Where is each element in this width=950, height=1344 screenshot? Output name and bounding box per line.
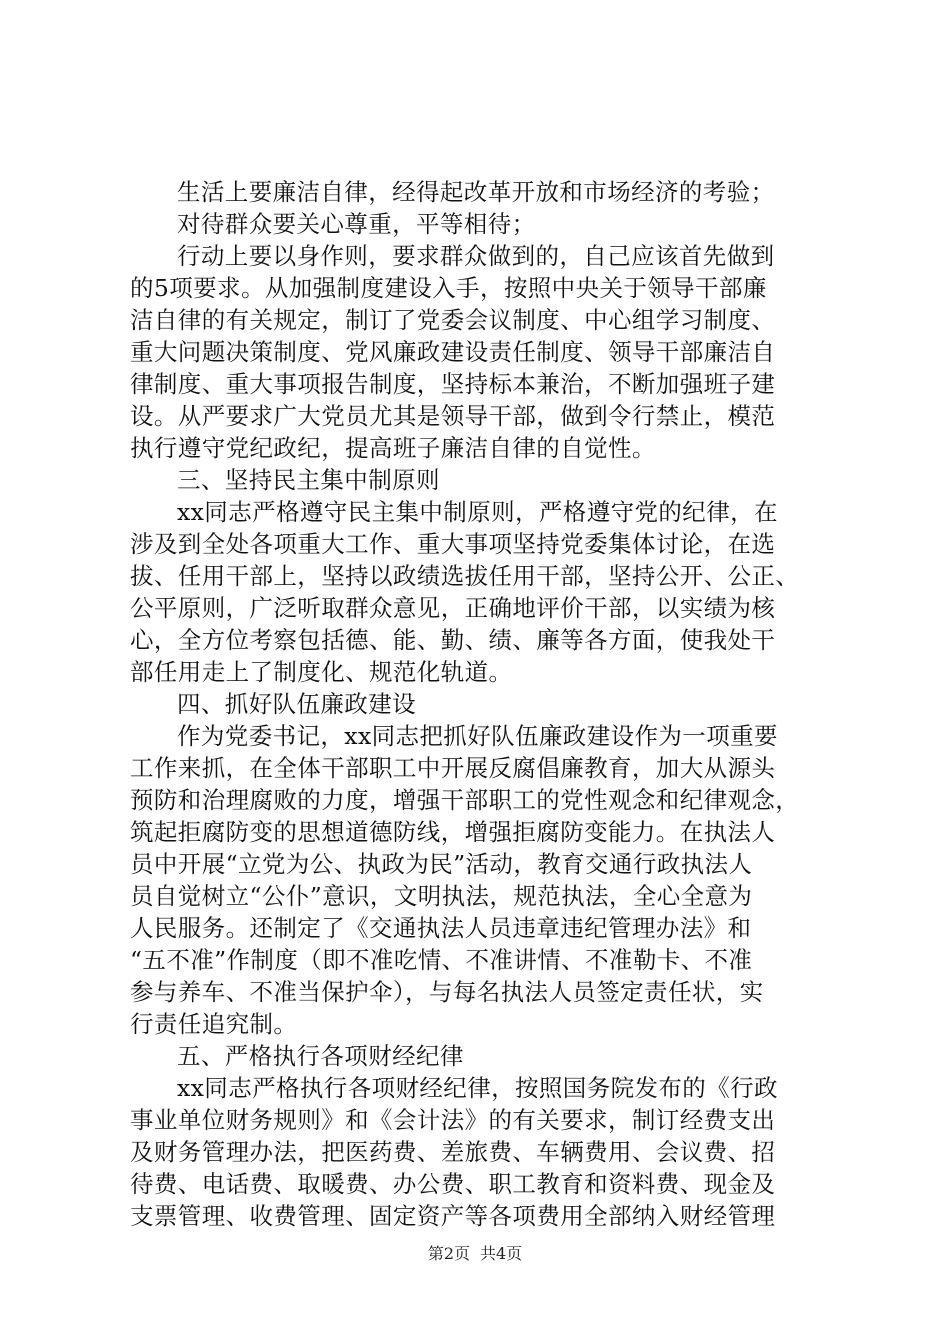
text-line: 行责任追究制。 xyxy=(130,1010,298,1038)
document-body xyxy=(130,176,834,1232)
text-line: 预防和治理腐败的力度，增强干部职工的党性观念和纪律观念， xyxy=(130,786,800,814)
text-line: xx同志严格遵守民主集中制原则，严格遵守党的纪律，在 xyxy=(177,498,778,526)
text-line: 支票管理、收费管理、固定资产等各项费用全部纳入财经管理 xyxy=(130,1202,776,1230)
text-line: 四、抓好队伍廉政建设 xyxy=(177,690,416,718)
text-line: 筑起拒腐防变的思想道德防线，增强拒腐防变能力。在执法人 xyxy=(130,818,776,846)
text-line: 公平原则，广泛听取群众意见，正确地评价干部，以实绩为核 xyxy=(130,594,776,622)
text-line: 员自觉树立“公仆”意识，文明执法，规范执法，全心全意为 xyxy=(130,882,753,910)
text-line: 涉及到全处各项重大工作、重大事项坚持党委集体讨论，在选 xyxy=(130,530,776,558)
page-footer xyxy=(0,1244,950,1264)
text-line: 及财务管理办法，把医药费、差旅费、车辆费用、会议费、招 xyxy=(130,1138,776,1166)
text-line: 设。从严要求广大党员尤其是领导干部，做到令行禁止，模范 xyxy=(130,402,776,430)
text-line: 行动上要以身作则，要求群众做到的，自己应该首先做到 xyxy=(177,242,775,270)
text-line: 执行遵守党纪政纪，提高班子廉洁自律的自觉性。 xyxy=(130,434,656,462)
text-line: 生活上要廉洁自律，经得起改革开放和市场经济的考验； xyxy=(177,178,775,206)
text-line: 员中开展“立党为公、执政为民”活动，教育交通行政执法人 xyxy=(130,850,753,878)
text-line: 待费、电话费、取暖费、办公费、职工教育和资料费、现金及 xyxy=(130,1170,776,1198)
text-line: 五、严格执行各项财经纪律 xyxy=(177,1042,464,1070)
text-line: 三、坚持民主集中制原则 xyxy=(177,466,440,494)
text-line: 的5项要求。从加强制度建设入手，按照中央关于领导干部廉 xyxy=(130,274,767,302)
text-line: 律制度、重大事项报告制度，坚持标本兼治，不断加强班子建 xyxy=(130,370,776,398)
text-line: 对待群众要关心尊重，平等相待； xyxy=(177,210,536,238)
text-line: 心，全方位考察包括德、能、勤、绩、廉等各方面，使我处干 xyxy=(130,626,776,654)
text-line: 事业单位财务规则》和《会计法》的有关要求，制订经费支出 xyxy=(130,1106,776,1134)
text-line: 参与养车、不准当保护伞），与每名执法人员签定责任状，实 xyxy=(130,978,764,1006)
text-line: 拔、任用干部上，坚持以政绩选拔任用干部，坚持公开、公正、 xyxy=(130,562,800,590)
text-line: xx同志严格执行各项财经纪律，按照国务院发布的《行政 xyxy=(177,1074,778,1102)
text-line: 洁自律的有关规定，制订了党委会议制度、中心组学习制度、 xyxy=(130,306,776,334)
page-number: 第2页 xyxy=(427,1244,470,1263)
page-total: 共4页 xyxy=(480,1244,523,1263)
text-line: 部任用走上了制度化、规范化轨道。 xyxy=(130,658,513,686)
text-line: 人民服务。还制定了《交通执法人员违章违纪管理办法》和 xyxy=(130,914,752,942)
text-line: 作为党委书记，xx同志把抓好队伍廉政建设作为一项重要 xyxy=(177,722,778,750)
text-line: “五不准”作制度（即不准吃情、不准讲情、不准勒卡、不准 xyxy=(130,946,753,974)
text-line: 工作来抓，在全体干部职工中开展反腐倡廉教育，加大从源头 xyxy=(130,754,776,782)
text-line: 重大问题决策制度、党风廉政建设责任制度、领导干部廉洁自 xyxy=(130,338,776,366)
